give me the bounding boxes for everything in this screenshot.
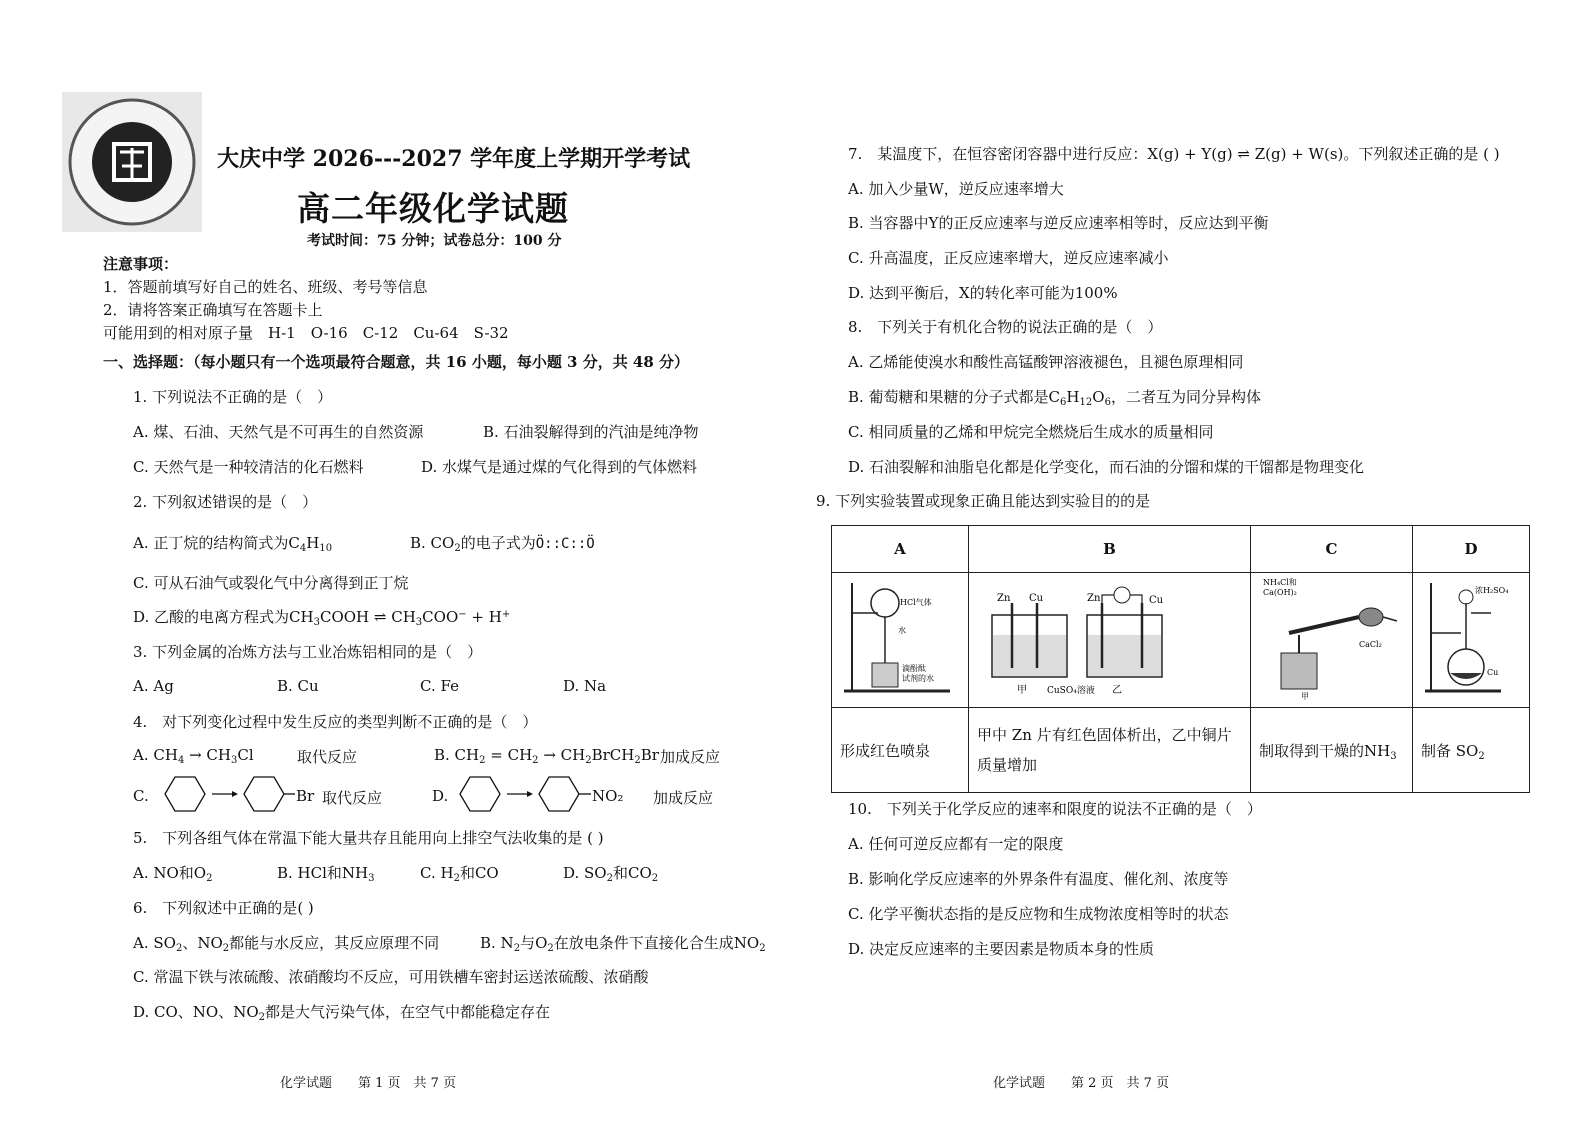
q3-option-c: C. Fe — [420, 677, 459, 695]
q2-option-a: A. 正丁烷的结构简式为$C_4H_{10}$ — [133, 534, 333, 554]
q9-apparatus-b — [969, 573, 1251, 708]
exam-info: 考试时间：75 分钟；试卷总分：100 分 — [307, 233, 562, 249]
q9-header-d: D — [1413, 526, 1530, 573]
q5-stem: 5. 下列各组气体在常温下能大量共存且能用向上排空气法收集的是 ( ) — [133, 829, 604, 847]
q1-option-c: C. 天然气是一种较清洁的化石燃料 — [133, 458, 364, 476]
q6-option-a: A. $SO_2$、$NO_2$都能与水反应，其反应原理不同 — [133, 934, 440, 954]
q9-header-c: C — [1251, 526, 1413, 573]
q1-stem: 1. 下列说法不正确的是（ ） — [133, 388, 333, 406]
q3-option-b: B. Cu — [277, 677, 319, 695]
q8-option-a: A. 乙烯能使溴水和酸性高锰酸钾溶液褪色，且褪色原理相同 — [848, 353, 1244, 371]
svg-text:Cu: Cu — [1029, 593, 1044, 604]
svg-text:CuSO₄溶液: CuSO₄溶液 — [1047, 686, 1095, 696]
q9-desc-a: 形成红色喷泉 — [832, 708, 969, 793]
svg-text:滴酚酞: 滴酚酞 — [902, 664, 926, 673]
notes-item-2: 2．请将答案正确填写在答题卡上 — [103, 301, 323, 319]
benzene-nitration-diagram — [455, 773, 595, 815]
q10-stem: 10. 下列关于化学反应的速率和限度的说法不正确的是（ ） — [848, 800, 1262, 818]
q9-apparatus-c — [1251, 573, 1413, 708]
q3-stem: 3. 下列金属的冶炼方法与工业冶炼铝相同的是（ ） — [133, 643, 483, 661]
q1-option-b: B. 石油裂解得到的汽油是纯净物 — [483, 423, 699, 441]
notes-item-1: 1．答题前填写好自己的姓名、班级、考号等信息 — [103, 278, 428, 296]
q9-header-b: B — [969, 526, 1251, 573]
svg-text:Cu: Cu — [1487, 668, 1499, 677]
q10-option-d: D. 决定反应速率的主要因素是物质本身的性质 — [848, 940, 1155, 958]
q8-stem: 8. 下列关于有机化合物的说法正确的是（ ） — [848, 318, 1163, 336]
school-seal-logo — [62, 92, 202, 232]
q5-option-a: A. NO和$O_2$ — [133, 864, 213, 884]
q5-option-c: C. $H_2$和CO — [420, 864, 499, 884]
q3-option-a: A. Ag — [133, 677, 174, 695]
q10-option-b: B. 影响化学反应速率的外界条件有温度、催化剂、浓度等 — [848, 870, 1229, 888]
q7-option-c: C. 升高温度，正反应速率增大，逆反应速率减小 — [848, 249, 1169, 267]
q2-option-c: C. 可从石油气或裂化气中分离得到正丁烷 — [133, 574, 409, 592]
svg-text:浓H₂SO₄: 浓H₂SO₄ — [1475, 586, 1509, 595]
q8-option-c: C. 相同质量的乙烯和甲烷完全燃烧后生成水的质量相同 — [848, 423, 1214, 441]
footer-page-1: 化学试题 第 1 页 共 7 页 — [280, 1076, 457, 1091]
svg-text:Zn: Zn — [1087, 593, 1101, 604]
q9-desc-b: 甲中 Zn 片有红色固体析出，乙中铜片 质量增加 — [969, 708, 1251, 793]
fountain-apparatus-diagram — [840, 573, 960, 703]
q8-option-d: D. 石油裂解和油脂皂化都是化学变化，而石油的分馏和煤的干馏都是物理变化 — [848, 458, 1365, 476]
q4-option-b: B. $CH_2 = CH_2$ → $CH_2BrCH_2Br$ — [434, 746, 659, 766]
q9-apparatus-a — [832, 573, 969, 708]
q2-option-b: B. $CO_2$的电子式为Ö::C::Ö — [410, 534, 595, 554]
benzene-bromination-diagram — [160, 773, 310, 815]
q9-stem: 9. 下列实验装置或现象正确且能达到实验目的的是 — [816, 492, 1151, 510]
q6-option-d: D. CO、NO、$NO_2$都是大气污染气体，在空气中都能稳定存在 — [133, 1003, 551, 1023]
q6-stem: 6. 下列叙述中正确的是( ) — [133, 899, 314, 917]
footer-page-2: 化学试题 第 2 页 共 7 页 — [993, 1076, 1170, 1091]
q8-option-b: B. 葡萄糖和果糖的分子式都是$C_6H_{12}O_6$，二者互为同分异构体 — [848, 388, 1261, 408]
q5-option-b: B. HCl和$NH_3$ — [277, 864, 375, 884]
notes-heading: 注意事项： — [103, 255, 179, 273]
q2-stem: 2. 下列叙述错误的是（ ） — [133, 493, 318, 511]
q6-option-c: C. 常温下铁与浓硫酸、浓硝酸均不反应，可用铁槽车密封运送浓硫酸、浓硝酸 — [133, 968, 649, 986]
q4-option-c-type: 取代反应 — [322, 789, 383, 807]
section-heading: 一、选择题：（每小题只有一个选项最符合题意，共 16 小题，每小题 3 分，共 48 分） — [103, 353, 690, 371]
q10-option-c: C. 化学平衡状态指的是反应物和生成物浓度相等时的状态 — [848, 905, 1229, 923]
q7-option-a: A. 加入少量W，逆反应速率增大 — [848, 180, 1064, 198]
q7-stem: 7. 某温度下，在恒容密闭容器中进行反应：X(g) + Y(g) ⇌ Z(g) + W(s)。下列叙述正确的是 ( ) — [848, 145, 1500, 163]
svg-text:试剂的水: 试剂的水 — [902, 674, 934, 683]
svg-text:Ca(OH)₂: Ca(OH)₂ — [1263, 588, 1297, 597]
q9-experiment-table — [831, 525, 1530, 793]
q7-option-b: B. 当容器中Y的正反应速率与逆反应速率相等时，反应达到平衡 — [848, 214, 1269, 232]
so2-prep-diagram — [1421, 573, 1521, 703]
q4-option-a: A. $CH_4 \to CH_3Cl$ — [133, 746, 254, 766]
svg-text:CaCl₂: CaCl₂ — [1359, 640, 1382, 649]
q4-option-c-substituent: Br — [296, 787, 315, 805]
svg-text:甲: 甲 — [1301, 692, 1309, 701]
q1-option-d: D. 水煤气是通过煤的气化得到的气体燃料 — [421, 458, 698, 476]
paper-title: 高二年级化学试题 — [297, 189, 569, 228]
q7-option-d: D. 达到平衡后，X的转化率可能为100% — [848, 284, 1118, 302]
svg-text:HCl气体: HCl气体 — [900, 598, 932, 607]
q4-option-b-type: 加成反应 — [660, 748, 721, 766]
svg-text:NH₄Cl和: NH₄Cl和 — [1263, 578, 1297, 587]
svg-text:Zn: Zn — [997, 593, 1011, 604]
q3-option-d: D. Na — [563, 677, 607, 695]
galvanic-cell-diagram — [977, 573, 1242, 703]
q4-option-a-type: 取代反应 — [297, 748, 358, 766]
q2-option-d: D. 乙酸的电离方程式为$CH_3COOH$ ⇌ $CH_3COO^- + H^+$ — [133, 608, 511, 628]
q4-option-d-substituent: NO₂ — [592, 787, 624, 805]
q4-option-d-label: D. — [432, 787, 449, 805]
svg-text:甲: 甲 — [1017, 685, 1027, 696]
q4-option-d-type: 加成反应 — [653, 789, 714, 807]
svg-text:乙: 乙 — [1112, 685, 1122, 696]
q9-desc-d: 制备 $SO_2$ — [1413, 708, 1530, 793]
svg-text:Cu: Cu — [1149, 595, 1164, 606]
school-exam-title: 大庆中学 2026---2027 学年度上学期开学考试 — [217, 146, 691, 172]
ammonia-prep-diagram — [1259, 573, 1404, 703]
svg-text:水: 水 — [898, 626, 906, 635]
q9-apparatus-d — [1413, 573, 1530, 708]
q9-header-a: A — [832, 526, 969, 573]
q9-desc-c: 制取得到干燥的$NH_3$ — [1251, 708, 1413, 793]
q6-option-b: B. $N_2$与$O_2$在放电条件下直接化合生成$NO_2$ — [480, 934, 766, 954]
q4-option-c-label: C. — [133, 787, 149, 805]
q5-option-d: D. $SO_2$和$CO_2$ — [563, 864, 659, 884]
atomic-mass-line: 可能用到的相对原子量 H-1 O-16 C-12 Cu-64 S-32 — [103, 324, 509, 342]
q10-option-a: A. 任何可逆反应都有一定的限度 — [848, 835, 1064, 853]
q4-stem: 4. 对下列变化过程中发生反应的类型判断不正确的是（ ） — [133, 713, 538, 731]
q1-option-a: A. 煤、石油、天然气是不可再生的自然资源 — [133, 423, 424, 441]
